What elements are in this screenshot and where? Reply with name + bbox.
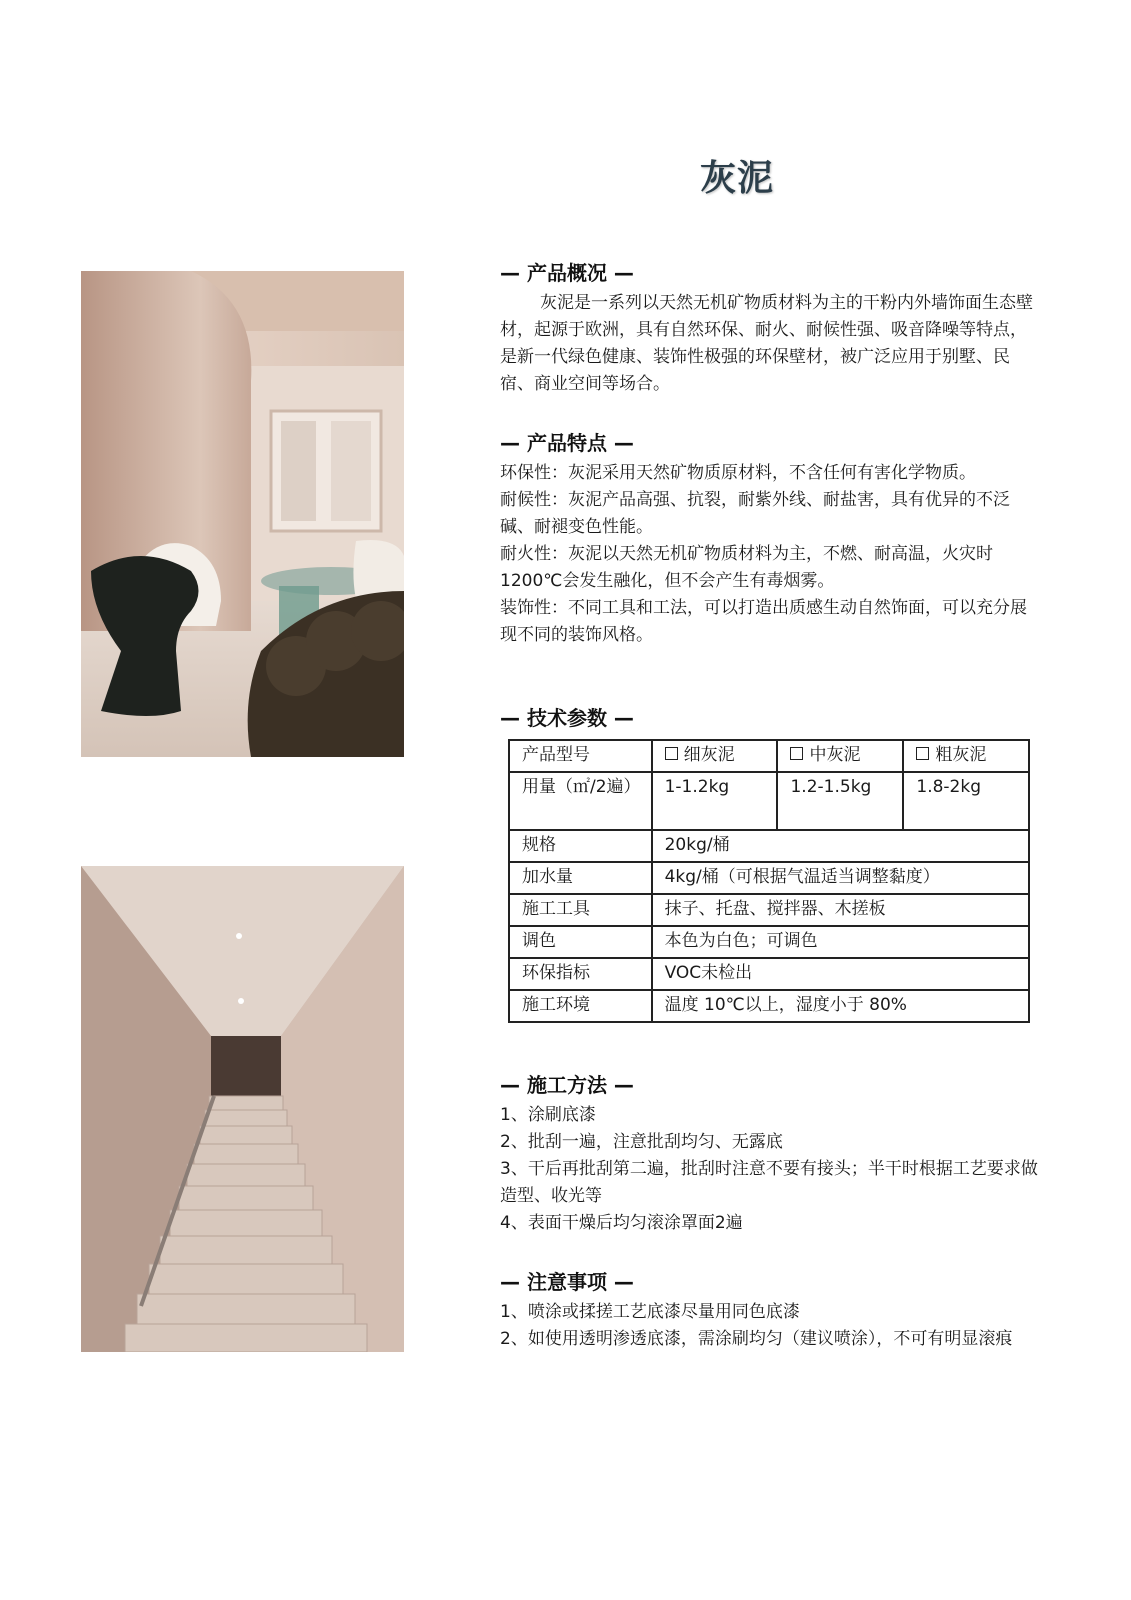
table-row xyxy=(509,958,1029,990)
table-cell: VOC未检出 xyxy=(652,958,1029,990)
notes-section xyxy=(500,1267,1040,1353)
table-cell: 施工工具 xyxy=(509,894,652,926)
feature-item: 耐火性：灰泥以天然无机矿物质材料为主，不燃、耐高温，火灾时1200℃会发生融化，但不会产生有毒烟雾。 xyxy=(500,544,993,591)
table-cell: 抹子、托盘、搅拌器、木搓板 xyxy=(652,894,1029,926)
method-step: 4、表面干燥后均匀滚涂罩面2遍 xyxy=(500,1213,743,1233)
method-heading: — 施工方法 — xyxy=(500,1073,634,1097)
model-option[interactable] xyxy=(777,740,903,772)
params-heading: — 技术参数 — xyxy=(500,706,634,730)
method-step: 1、涂刷底漆 xyxy=(500,1105,596,1125)
model-option[interactable] xyxy=(903,740,1029,772)
table-row xyxy=(509,862,1029,894)
method-section xyxy=(500,1070,1040,1237)
table-cell: 施工环境 xyxy=(509,990,652,1022)
table-cell: 1.8-2kg xyxy=(903,772,1029,830)
table-cell: 产品型号 xyxy=(509,740,652,772)
table-cell: 调色 xyxy=(509,926,652,958)
model-label: 粗灰泥 xyxy=(935,745,987,765)
features-section xyxy=(500,428,1040,649)
params-table xyxy=(508,739,1030,1023)
overview-section xyxy=(500,258,1040,398)
method-step: 2、批刮一遍，注意批刮均匀、无露底 xyxy=(500,1132,783,1152)
feature-item: 环保性：灰泥采用天然矿物质原材料，不含任何有害化学物质。 xyxy=(500,463,976,483)
table-cell: 规格 xyxy=(509,830,652,862)
interior-lounge-photo xyxy=(81,271,404,757)
table-row xyxy=(509,740,1029,772)
checkbox-icon[interactable] xyxy=(916,747,929,760)
note-item: 1、喷涂或揉搓工艺底漆尽量用同色底漆 xyxy=(500,1302,800,1322)
feature-item: 耐候性：灰泥产品高强、抗裂，耐紫外线、耐盐害，具有优异的不泛碱、耐褪变色性能。 xyxy=(500,490,1010,537)
table-cell: 加水量 xyxy=(509,862,652,894)
table-cell: 本色为白色；可调色 xyxy=(652,926,1029,958)
features-heading: — 产品特点 — xyxy=(500,431,634,455)
overview-text: 灰泥是一系列以天然无机矿物质材料为主的干粉内外墙饰面生态壁材，起源于欧洲，具有自然环保、耐火、耐候性强、吸音降噪等特点，是新一代绿色健康、装饰性极强的环保壁材，被广泛应用于别墅、民宿、商业空间等场合。 xyxy=(500,293,1033,394)
table-row xyxy=(509,830,1029,862)
params-section xyxy=(500,703,1040,1023)
note-item: 2、如使用透明渗透底漆，需涂刷均匀（建议喷涂），不可有明显滚痕 xyxy=(500,1329,1013,1349)
model-option[interactable] xyxy=(652,740,778,772)
checkbox-icon[interactable] xyxy=(665,747,678,760)
table-cell: 温度 10℃以上，湿度小于 80% xyxy=(652,990,1029,1022)
table-cell: 1.2-1.5kg xyxy=(777,772,903,830)
page-title: 灰泥 xyxy=(700,158,775,199)
table-row xyxy=(509,990,1029,1022)
table-cell: 4kg/桶（可根据气温适当调整黏度） xyxy=(652,862,1029,894)
staircase-photo xyxy=(81,866,404,1352)
table-row xyxy=(509,894,1029,926)
table-cell: 环保指标 xyxy=(509,958,652,990)
table-cell: 1-1.2kg xyxy=(652,772,778,830)
model-label: 细灰泥 xyxy=(683,745,735,765)
table-row xyxy=(509,926,1029,958)
checkbox-icon[interactable] xyxy=(790,747,803,760)
table-cell: 20kg/桶 xyxy=(652,830,1029,862)
model-label: 中灰泥 xyxy=(809,745,861,765)
feature-item: 装饰性：不同工具和工法，可以打造出质感生动自然饰面，可以充分展现不同的装饰风格。 xyxy=(500,598,1027,645)
table-cell: 用量（㎡/2遍） xyxy=(509,772,652,830)
notes-heading: — 注意事项 — xyxy=(500,1270,634,1294)
method-step: 3、干后再批刮第二遍，批刮时注意不要有接头；半干时根据工艺要求做造型、收光等 xyxy=(500,1159,1038,1206)
overview-heading: — 产品概况 — xyxy=(500,261,634,285)
table-row xyxy=(509,772,1029,830)
